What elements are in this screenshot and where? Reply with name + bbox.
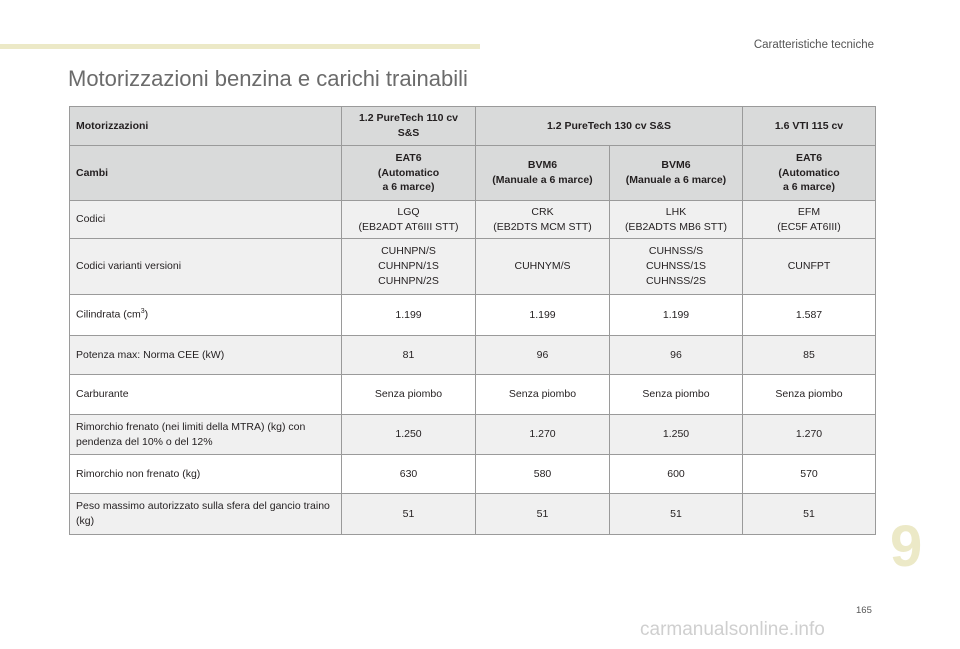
- cell-line: LGQ: [397, 205, 420, 218]
- table-cell: [342, 375, 476, 415]
- chapter-number: 9: [890, 514, 923, 579]
- cell-line: a 6 marce): [382, 181, 435, 194]
- cell-line: CUHNPN/S: [381, 245, 436, 258]
- table-cell: [342, 239, 476, 295]
- table-row: [70, 415, 876, 455]
- row-label-text: Peso massimo autorizzato sulla sfera del gancio traino (kg): [76, 500, 330, 527]
- table-cell: [743, 201, 876, 239]
- watermark: carmanualsonline.info: [640, 619, 825, 640]
- table-cell: [342, 146, 476, 201]
- row-label: [70, 455, 342, 494]
- cell-line: CUHNYM/S: [514, 260, 571, 273]
- table-cell: [610, 415, 743, 455]
- cell-line: 81: [402, 348, 415, 361]
- row-label: [70, 201, 342, 239]
- cell-line: (Automatico: [778, 166, 840, 179]
- cell-line: 1.270: [795, 428, 823, 441]
- cell-line: Senza piombo: [508, 388, 577, 401]
- row-label: [70, 239, 342, 295]
- row-label-text: Cambi: [76, 166, 109, 179]
- section-header: Caratteristiche tecniche: [753, 39, 874, 51]
- cell-line: 600: [667, 467, 685, 480]
- cell-line: 1.199: [662, 308, 690, 321]
- table-cell: [743, 239, 876, 295]
- cell-line: CRK: [531, 205, 554, 218]
- table-cell: [476, 201, 610, 239]
- cell-line: 1.6 VTI 115 cv: [774, 119, 844, 132]
- table-cell: [342, 201, 476, 239]
- row-label-text: Codici: [76, 213, 106, 226]
- row-label-text: Rimorchio frenato (nei limiti della MTRA) (kg) con pendenza del 10% o del 12%: [76, 420, 306, 448]
- cell-line: EFM: [797, 205, 821, 218]
- row-label: [70, 415, 342, 455]
- row-label-text: Carburante: [76, 388, 129, 401]
- cell-line: LHK: [665, 205, 687, 218]
- table-cell: [743, 375, 876, 415]
- table-cell: [610, 336, 743, 375]
- cell-line: (EB2ADTS MB6 STT): [624, 220, 728, 233]
- cell-line: 1.2 PureTech 110 cv S&S: [358, 112, 459, 139]
- page-title: Motorizzazioni benzina e carichi trainabili: [68, 66, 468, 91]
- table-cell: [743, 107, 876, 146]
- cell-line: Senza piombo: [775, 388, 843, 401]
- row-label: [70, 494, 342, 535]
- cell-line: (EB2ADT AT6III STT): [358, 220, 459, 233]
- table-cell: [342, 107, 476, 146]
- cell-line: CUHNPN/2S: [378, 274, 439, 287]
- table-cell: [476, 375, 610, 415]
- cell-line: 1.250: [395, 428, 422, 441]
- table-cell: [610, 455, 743, 494]
- table-cell: [610, 295, 743, 336]
- cell-line: 1.199: [395, 308, 422, 321]
- cell-line: 51: [536, 507, 549, 520]
- table-cell: [610, 375, 743, 415]
- cell-line: 51: [803, 507, 815, 520]
- row-label-text: Motorizzazioni: [76, 119, 149, 132]
- cell-line: (Automatico: [377, 166, 440, 179]
- row-label-suffix: ): [144, 308, 149, 321]
- row-label: [70, 107, 342, 146]
- table-row: [70, 295, 876, 336]
- cell-line: 580: [533, 467, 552, 480]
- table-cell: [476, 336, 610, 375]
- row-label-text: Rimorchio non frenato (kg): [76, 467, 201, 480]
- cell-line: CUHNPN/1S: [378, 260, 439, 273]
- table-row: [70, 336, 876, 375]
- cell-line: (Manuale a 6 marce): [492, 174, 593, 186]
- table-cell: [476, 107, 743, 146]
- table-cell: [610, 146, 743, 201]
- table-cell: [610, 201, 743, 239]
- table-cell: [476, 146, 610, 201]
- table-cell: [743, 295, 876, 336]
- page-number: 165: [856, 605, 872, 616]
- cell-line: CUNFPT: [787, 260, 831, 273]
- table-cell: [342, 494, 476, 535]
- table-row: [70, 375, 876, 415]
- row-label-superscript: 3: [140, 308, 145, 316]
- table-cell: [342, 415, 476, 455]
- row-label: [70, 146, 342, 201]
- table-cell: [743, 455, 876, 494]
- cell-line: 1.2 PureTech 130 cv S&S: [546, 119, 672, 132]
- table-cell: [610, 494, 743, 535]
- cell-line: 51: [402, 507, 415, 520]
- table-row: [70, 239, 876, 295]
- cell-line: 96: [670, 348, 682, 361]
- row-label: [70, 375, 342, 415]
- cell-line: (EC5F AT6III): [777, 220, 841, 233]
- cell-line: 85: [803, 348, 815, 361]
- cell-line: 51: [670, 507, 682, 520]
- table-row: [70, 455, 876, 494]
- table-cell: [476, 239, 610, 295]
- row-label-text: Codici varianti versioni: [76, 260, 182, 273]
- table-cell: [476, 455, 610, 494]
- cell-line: a 6 marce): [783, 181, 835, 194]
- table-cell: [743, 336, 876, 375]
- top-accent-bar: [0, 44, 480, 49]
- table-row: [70, 146, 876, 201]
- table-row: [70, 107, 876, 146]
- table-cell: [342, 295, 476, 336]
- cell-line: 630: [399, 467, 418, 480]
- cell-line: (EB2DTS MCM STT): [493, 220, 592, 233]
- cell-line: Senza piombo: [374, 388, 443, 401]
- table-cell: [342, 455, 476, 494]
- row-label: [70, 336, 342, 375]
- cell-line: 570: [800, 467, 818, 480]
- table-row: [70, 201, 876, 239]
- cell-line: BVM6: [661, 159, 691, 172]
- table-row: [70, 494, 876, 535]
- cell-line: 1.250: [662, 428, 690, 441]
- table-cell: [743, 415, 876, 455]
- cell-line: EAT6: [795, 151, 823, 164]
- table-cell: [743, 494, 876, 535]
- table-cell: [342, 336, 476, 375]
- cell-line: CUHNSS/S: [648, 245, 704, 258]
- row-label-text: Potenza max: Norma CEE (kW): [76, 348, 225, 361]
- cell-line: Senza piombo: [642, 388, 710, 401]
- cell-line: CUHNSS/1S: [645, 260, 707, 273]
- cell-line: (Manuale a 6 marce): [625, 174, 727, 186]
- cell-line: EAT6: [395, 151, 422, 164]
- cell-line: 1.199: [529, 308, 556, 321]
- cell-line: 1.587: [795, 308, 823, 321]
- table-cell: [476, 494, 610, 535]
- table-cell: [610, 239, 743, 295]
- cell-line: CUHNSS/2S: [645, 274, 707, 287]
- table-cell: [476, 415, 610, 455]
- table-cell: [743, 146, 876, 201]
- cell-line: BVM6: [527, 159, 558, 172]
- row-label: [70, 295, 342, 336]
- cell-line: 1.270: [529, 428, 556, 441]
- row-label-text: Cilindrata (cm: [76, 308, 141, 321]
- table-cell: [476, 295, 610, 336]
- cell-line: 96: [536, 348, 549, 361]
- specs-table: [69, 106, 876, 535]
